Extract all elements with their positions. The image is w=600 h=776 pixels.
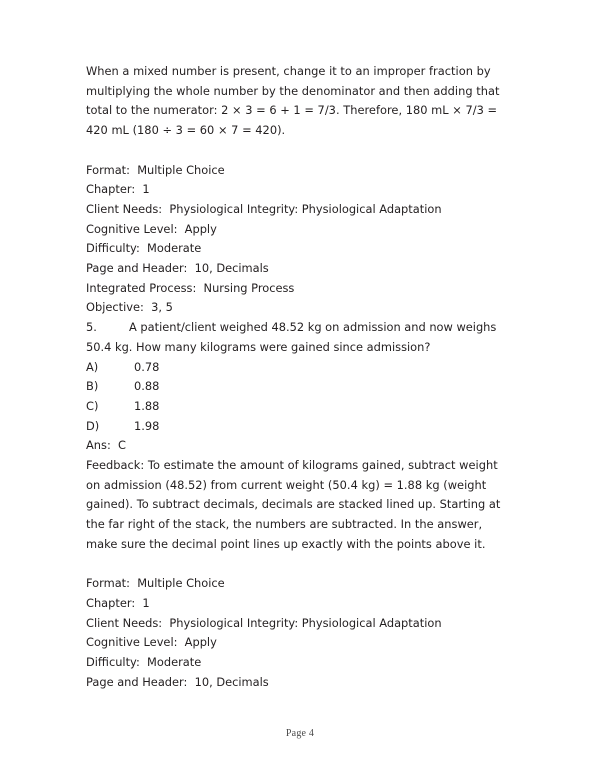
answer-key-spacer	[111, 438, 118, 452]
option-letter-c: C)	[86, 398, 99, 413]
answer-key-value: C	[118, 438, 127, 453]
metadata-line-format: Format: Multiple Choice	[86, 162, 225, 177]
metadata-line-difficulty: Difficulty: Moderate	[86, 241, 202, 256]
option-value-b: 0.88	[134, 379, 160, 394]
paragraph-spacer-1	[86, 141, 514, 161]
metadata2-line-cognitive-level: Cognitive Level: Apply	[86, 635, 217, 650]
page-content	[86, 62, 514, 692]
answer-key-label: Ans:	[86, 438, 111, 453]
page-footer: Page 4	[285, 728, 315, 739]
intro-paragraph: When a mixed number is present, change it to an improper fraction by multiplying the whole number by the denominator and then adding that total to the numerator: 2 × 3 = 6 + 1 = 7/3. Therefore, 180 mL × 7/3 = 420 mL (180 ÷ 3 = 60 × 7 = 420).	[86, 64, 500, 138]
metadata-line-client-needs: Client Needs: Physiological Integrity: Physiological Adaptation	[86, 201, 442, 216]
option-value-d: 1.98	[134, 418, 160, 433]
option-value-c: 1.88	[134, 398, 160, 413]
metadata-line-integrated-process: Integrated Process: Nursing Process	[86, 280, 295, 295]
option-value-a: 0.78	[134, 359, 160, 374]
answer-option-c	[86, 397, 514, 417]
option-letter-b: B)	[86, 379, 99, 394]
feedback-paragraph: Feedback: To estimate the amount of kilograms gained, subtract weight on admission (48.52) from current weight (50.4 kg) = 1.88 kg (weight gained). To subtract decimals, decimals are stacked lined up. Starting at the far right of the stack, the numbers are subtracted. In the answer, make sure the decimal point lines up exactly with the points above it.	[86, 458, 501, 551]
metadata2-line-client-needs: Client Needs: Physiological Integrity: Physiological Adaptation	[86, 615, 442, 630]
metadata2-line-format: Format: Multiple Choice	[86, 576, 225, 591]
question-number: 5.	[86, 320, 97, 335]
answer-option-a	[86, 358, 514, 378]
metadata2-line-page-and-header: Page and Header: 10, Decimals	[86, 674, 269, 689]
option-letter-a: A)	[86, 359, 99, 374]
metadata-block-1	[86, 161, 514, 319]
metadata-line-page-and-header: Page and Header: 10, Decimals	[86, 261, 269, 276]
option-letter-d: D)	[86, 418, 100, 433]
answer-option-d	[86, 417, 514, 437]
answer-key-line	[86, 436, 514, 456]
metadata-line-chapter: Chapter: 1	[86, 182, 150, 197]
answer-option-b	[86, 377, 514, 397]
question-stem	[86, 318, 514, 357]
paragraph-spacer-2	[86, 555, 514, 575]
metadata-block-2	[86, 574, 514, 692]
metadata-line-cognitive-level: Cognitive Level: Apply	[86, 221, 217, 236]
question-text: A patient/client weighed 48.52 kg on admission and now weighs 50.4 kg. How many kilograms were gained since admission?	[86, 320, 497, 354]
metadata2-line-chapter: Chapter: 1	[86, 595, 150, 610]
metadata2-line-difficulty: Difficulty: Moderate	[86, 655, 202, 670]
metadata-line-objective: Objective: 3, 5	[86, 300, 173, 315]
